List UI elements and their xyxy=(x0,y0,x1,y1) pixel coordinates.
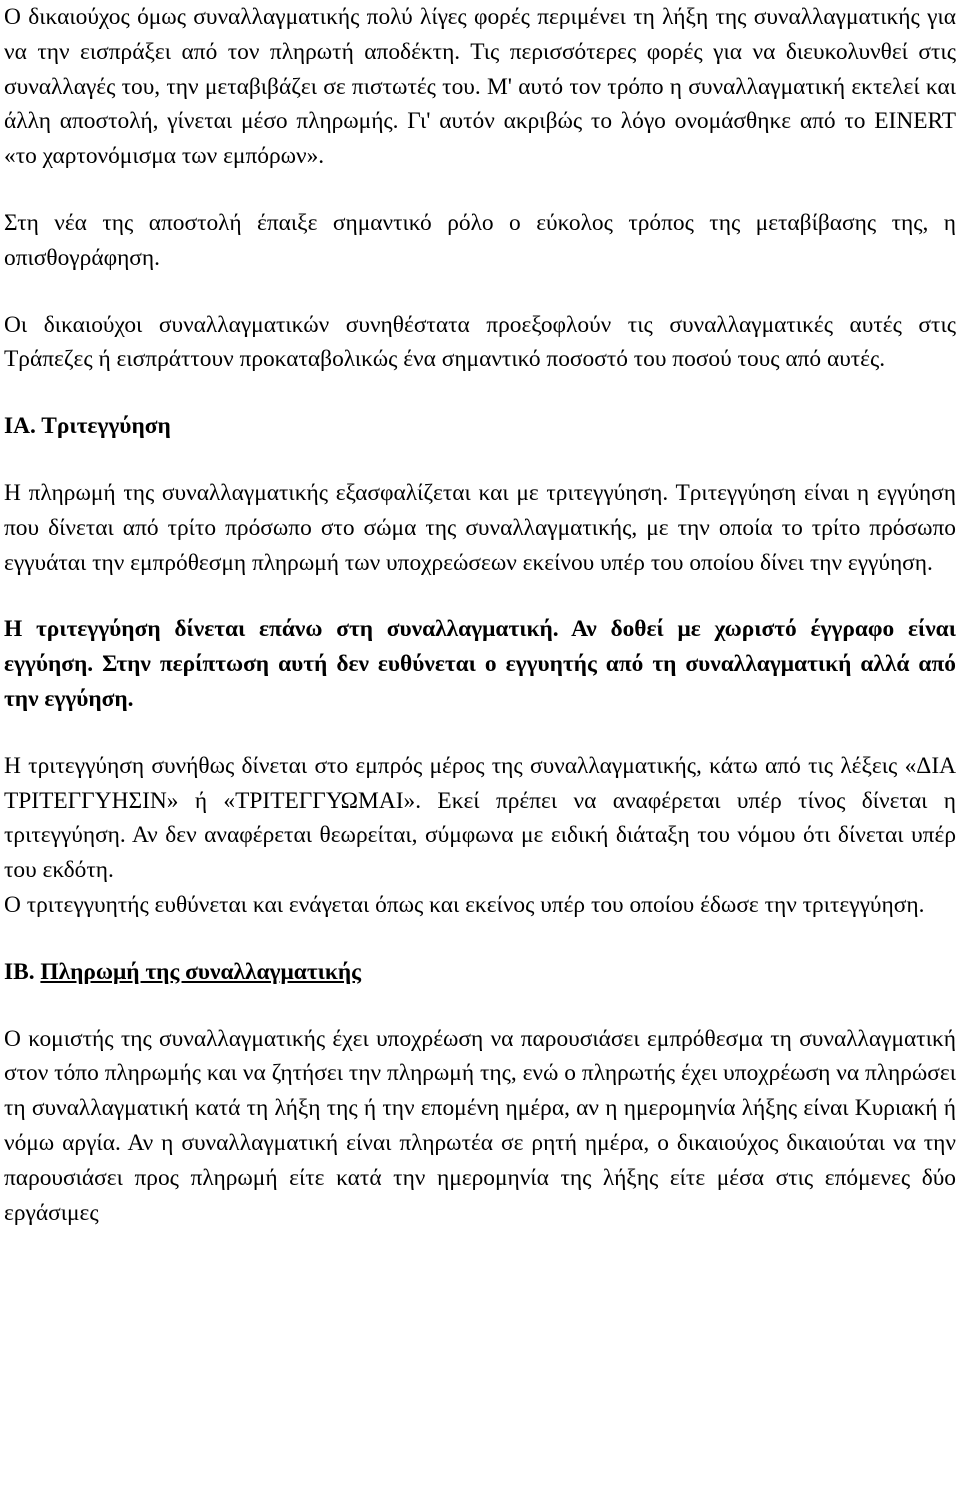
section-heading-payment xyxy=(4,955,956,990)
document-page xyxy=(4,0,956,1230)
paragraph-bill-as-payment: Ο δικαιούχος όμως συναλλαγματικής πολύ λίγες φορές περιμένει τη λήξη της συναλλαγματικής για να την εισπράξει από τον πληρωτή αποδέκτη. Τις περισσότερες φορές για να διευκολυνθεί στις συναλλαγές του, την μεταβιβάζει σε πιστωτές του. Μ' αυτό τον τρόπο η συναλλαγματική εκτελεί και άλλη αποστολή, γίνεται μέσο πληρωμής. Γι' αυτόν ακριβώς το λόγο ονομάσθηκε από το EINERT «το χαρτονόμισμα των εμπόρων». xyxy=(4,4,956,170)
section-heading-guarantee: ΙΑ. Τριτεγγύηση xyxy=(4,413,171,440)
section-title: Πληρωμή της συναλλαγματικής xyxy=(40,958,361,985)
paragraph-guarantee-bold xyxy=(4,612,956,716)
paragraph-discounting: Οι δικαιούχοι συναλλαγματικών συνηθέστατα προεξοφλούν τις συναλλαγματικές αυτές στις Τράπεζες ή εισπράττουν προκαταβολικώς ένα σημαντικό ποσοστό του ποσού τους από αυτές. xyxy=(4,311,956,373)
paragraph-payment: Ο κομιστής της συναλλαγματικής έχει υποχρέωση να παρουσιάσει εμπρόθεσμα τη συναλλαγματική στον τόπο πληρωμής και να ζητήσει την πληρωμή της, ενώ ο πληρωτής έχει υποχρέωση να πληρώσει τη συναλλαγματική κατά τη λήξη της ή την επομένη ημέρα, αν η ημερομηνία λήξης είναι Κυριακή ή νόμω αργία. Αν η συναλλαγματική είναι πληρωτέα σε ρητή ημέρα, ο δικαιούχος δικαιούται να την παρουσιάσει προς πληρωμή είτε κατά την ημερομηνία της λήξης είτε μέσα στις επόμενες δύο εργάσιμες xyxy=(4,1025,956,1226)
section-number: ΙΒ. xyxy=(4,958,41,985)
paragraph-guarantee-placement: Η τριτεγγύηση συνήθως δίνεται στο εμπρός μέρος της συναλλαγματικής, κάτω από τις λέξεις «ΔΙΑ ΤΡΙΤΕΓΓΥΗΣΙΝ» ή «ΤΡΙΤΕΓΓΥΩΜΑΙ». Εκεί πρέπει να αναφέρεται υπέρ τίνος δίνεται η τριτεγγύηση. Αν δεν αναφέρεται θεωρείται, σύμφωνα με ειδική διάταξη του νόμου ότι δίνεται υπέρ του εκδότη. xyxy=(4,752,956,884)
paragraph-guarantor-liability: Ο τριτεγγυητής ευθύνεται και ενάγεται όπως και εκείνος υπέρ του οποίου έδωσε την τριτεγγύηση. xyxy=(4,891,925,918)
paragraph-guarantee-definition: Η πληρωμή της συναλλαγματικής εξασφαλίζεται και με τριτεγγύηση. Τριτεγγύηση είναι η εγγύηση που δίνεται από τρίτο πρόσωπο στο σώμα της συναλλαγματικής, με την οποία το τρίτο πρόσωπο εγγυάται την εμπρόθεσμη πληρωμή των υποχρεώσεων εκείνου υπέρ του οποίου δίνει την εγγύηση. xyxy=(4,479,956,576)
paragraph-endorsement: Στη νέα της αποστολή έπαιξε σημαντικό ρόλο ο εύκολος τρόπος της μεταβίβασης της, η οπισθογράφηση. xyxy=(4,209,956,271)
bold-text: Η τριτεγγύηση δίνεται επάνω στη συναλλαγματική. Αν δοθεί με χωριστό έγγραφο είναι εγγύηση. Στην περίπτωση αυτή δεν ευθύνεται ο εγγυητής από τη συναλλαγματική αλλά από την εγγύηση. xyxy=(4,616,956,712)
